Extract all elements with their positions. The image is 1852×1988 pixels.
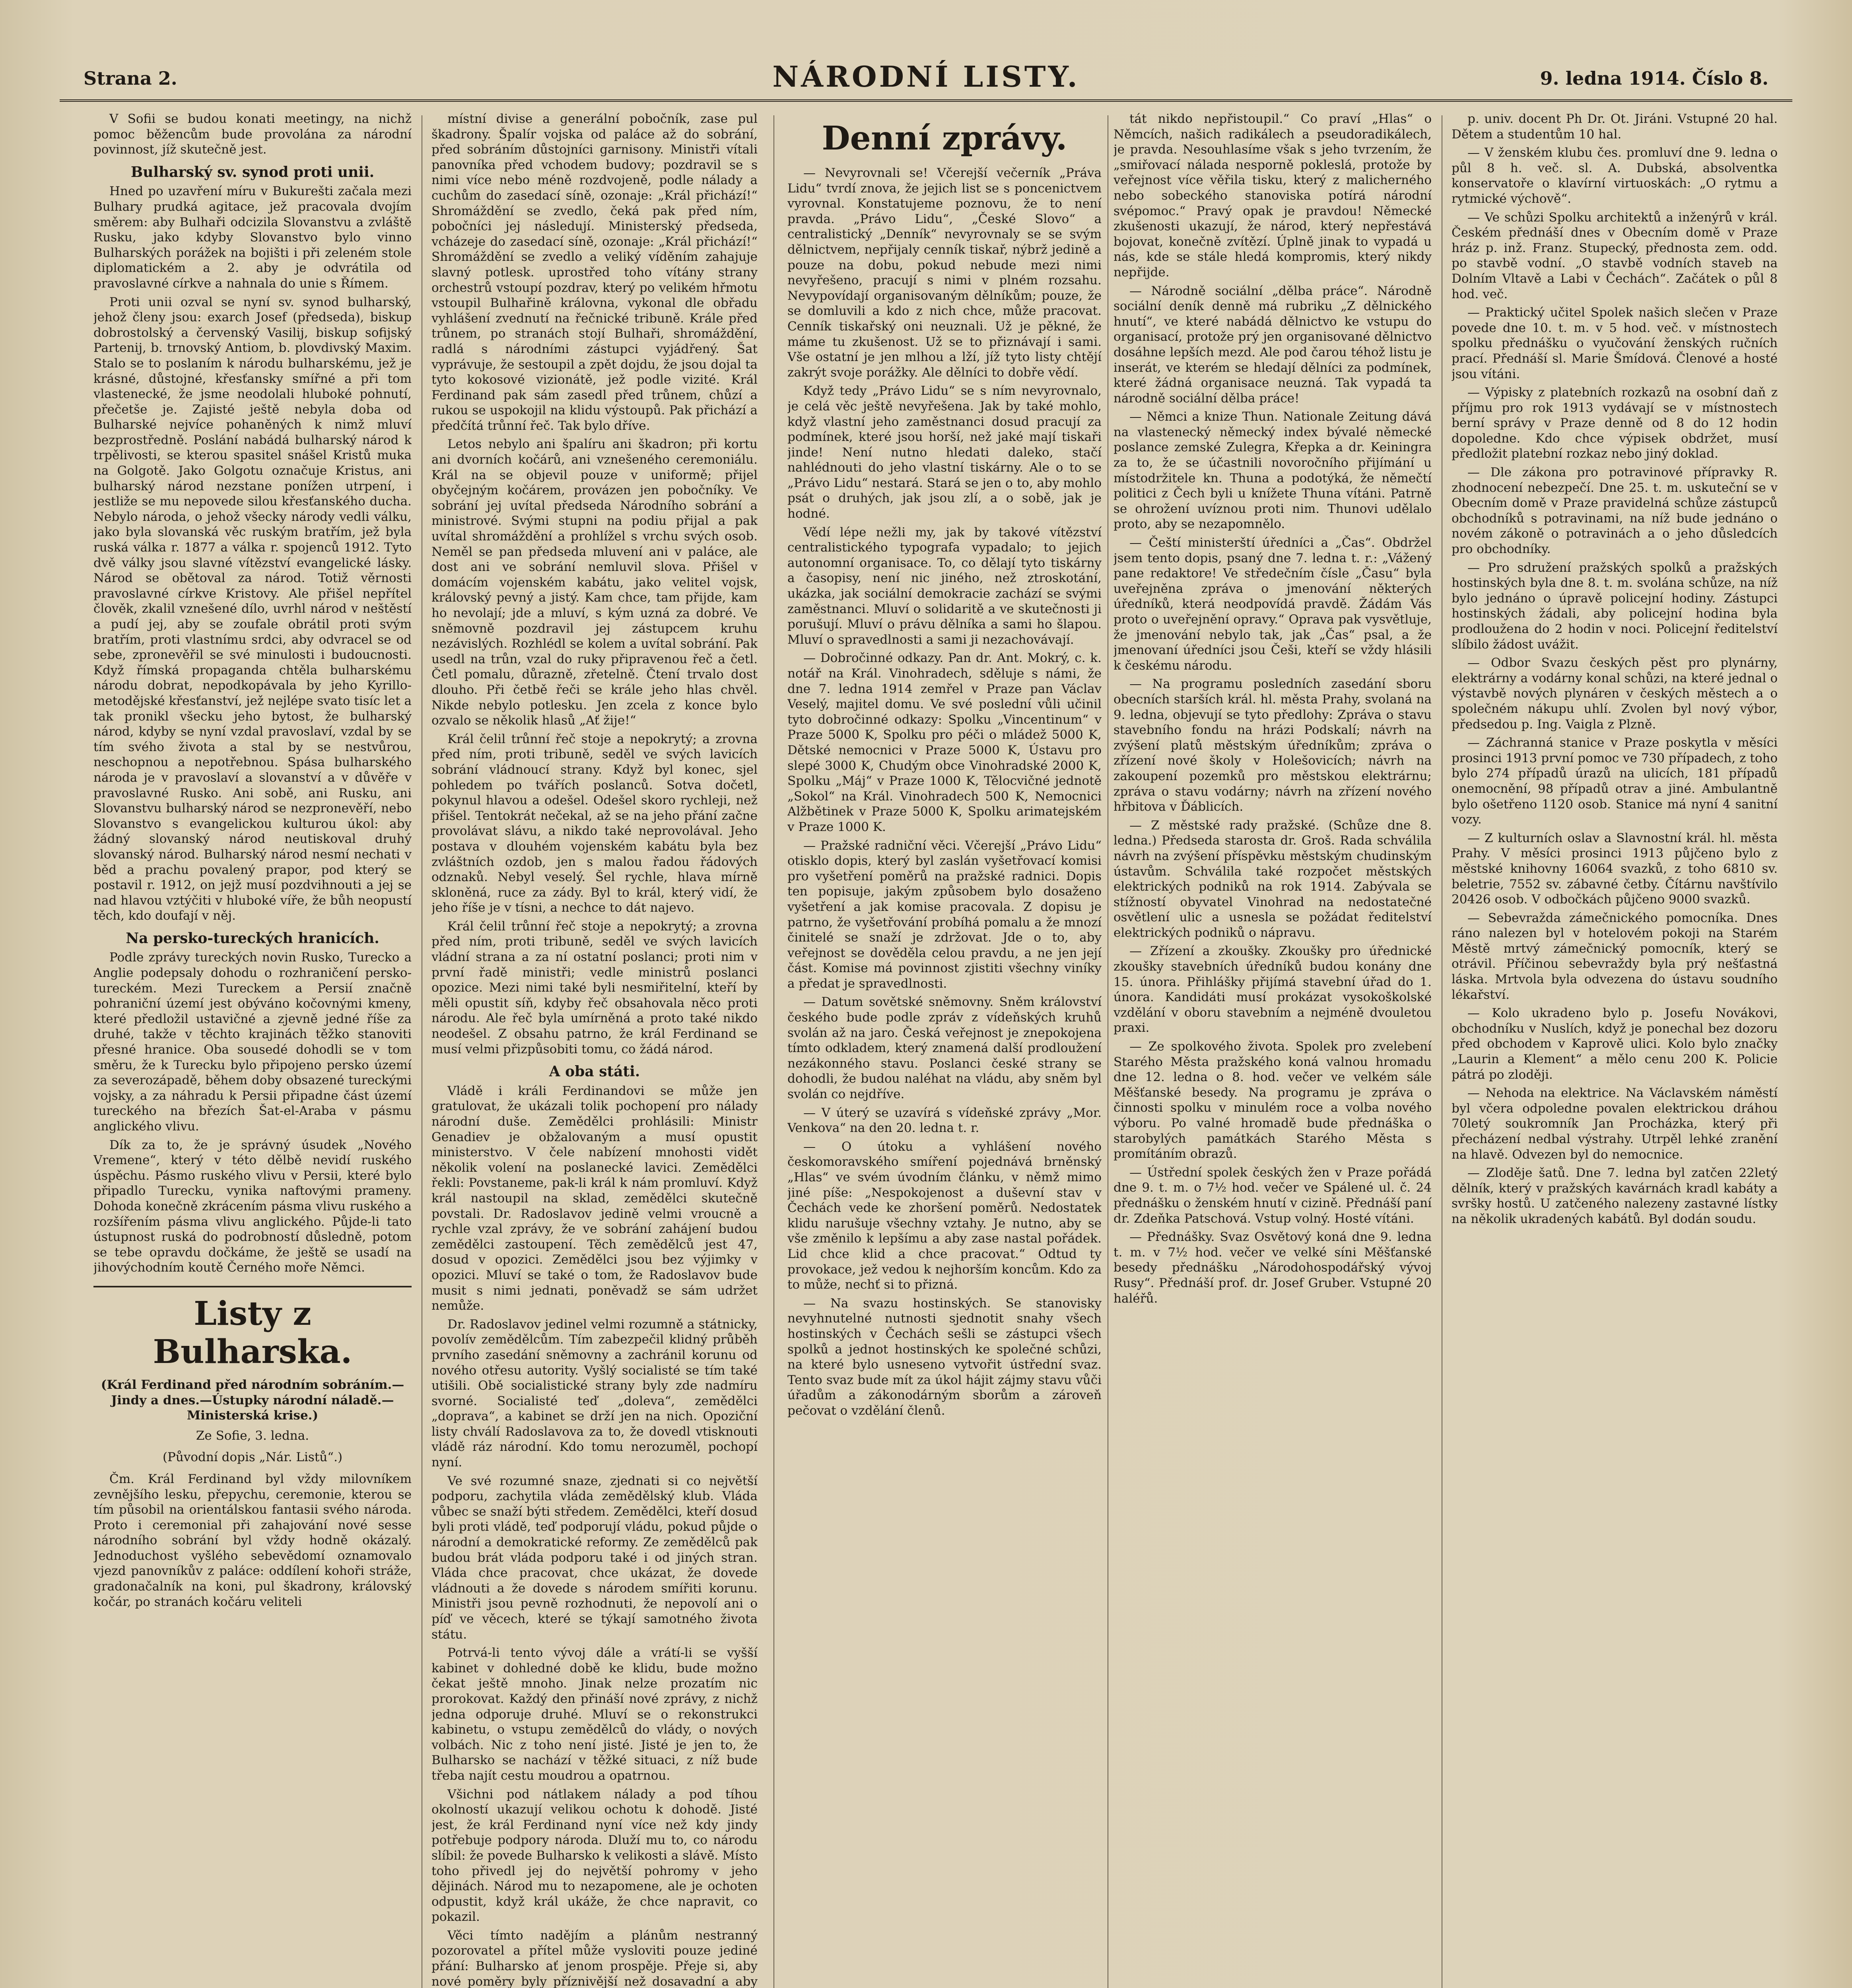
column-3 xyxy=(787,111,1102,1988)
section-heading: Na persko-tureckých hranicích. xyxy=(126,930,379,947)
news-item: — Kolo ukradeno bylo p. Josefu Novákovi, obchodníku v Nuslích, když je ponechal bez dozoru před obchodem v Kaprově ulici. Kolo bylo značky „Laurin a Klement“ a mělo cenu 200 K. Policie pátrá po zloději. xyxy=(1452,1006,1778,1082)
article-subheading: (Král Ferdinand před národním sobráním.— Jindy a dnes.—Ústupky národní náladě.— Ministerská krise.) xyxy=(101,1377,404,1423)
section-masthead: Denní zprávy. xyxy=(822,119,1067,157)
source-note: (Původní dopis „Nár. Listů“.) xyxy=(162,1450,343,1465)
article-paragraph: Král čelil trůnní řeč stoje a nepokrytý; a zrovna před ním, proti tribuně, seděl ve svých lavicích vládní strana a za ní ostatní poslanci; proti nim v první řadě ministři; vedle ministrů poslanci opozice. Mezi nimi také byli nesmiřitelní, kteří by měli opustit síň, kdyby řeč obsahovala něco proti národu. Ale řeč byla umírněná a proto také nikdo neodešel. Z obsahu patrno, že král Ferdinand se musí velmi přizpůsobiti tomu, co žádá národ. xyxy=(431,919,758,1056)
news-item: — Na svazu hostinských. Se stanovisky nevyhnutelné nutnosti sjednotit snahy všech hostinských v Čechách sešli se zástupci všech spolků a jednot hostinských ke společné schůzi, na které bylo usneseno vytvořit ústřední svaz. Tento svaz bude mít za úkol hájit zájmy stavu vůči úřadům a zákonodárným sborům a zároveň pečovat o vzdělání členů. xyxy=(787,1296,1102,1418)
column-2 xyxy=(431,111,758,1988)
article-paragraph: Král čelil trůnní řeč stoje a nepokrytý; a zrovna před ním, proti tribuně, seděl ve svých lavicích sobrání vládnoucí strany. Když byl konec, sjel pohledem po tvářích poslanců. Sotva dočetl, pokynul hlavou a odešel. Odešel skoro rychleji, než přišel. Tentokrát nečekal, až se na jeho přání začne provolávat slávu, a nikdo také neprovolával. Jeho postava v dlouhém vojenském kabátu byla bez zvláštních ozdob, jen s malou řadou řádových odznaků. Nebyl veselý. Šel rychle, hlava mírně skloněná, ruce za zády. Byl to král, který vidí, že jeho říše je v tísni, a nechce to dát najevo. xyxy=(431,732,758,915)
news-item: — Čeští ministerští úředníci a „Čas“. Obdržel jsem tento dopis, psaný dne 7. ledna t. r.: „Vážený pane redaktore! Ve středečním čísle „Času“ byla uveřejněna zpráva o jmenování některých úředníků, která neodpovídá pravdě. Žádám Vás proto o uveřejnění opravy.“ Oprava pak vysvětluje, že jmenování nebylo tak, jak „Čas“ psal, a že jmenovaní úředníci jsou Češi, kteří se vždy hlásili k českému národu. xyxy=(1114,536,1432,673)
dateline: Ze Sofie, 3. ledna. xyxy=(196,1428,309,1443)
article-paragraph: V Sofii se budou konati meetingy, na nichž pomoc běžencům bude provolána za národní povinnost, jíž skutečně jest. xyxy=(93,112,412,157)
section-heading: A oba státi. xyxy=(549,1063,640,1080)
news-item: — Zřízení a zkoušky. Zkoušky pro úřednické zkoušky stavebních úředníků budou konány dne 15. února. Přihlášky přijímá stavební úřad do 1. února. Kandidáti musí prokázat vysokoškolské vzdělání v oboru stavebním a nejméně dvouletou praxi. xyxy=(1114,944,1432,1035)
issue-date: 9. ledna 1914. Číslo 8. xyxy=(1540,68,1768,89)
column-divider xyxy=(773,115,774,1988)
news-item: tát nikdo nepřistoupil.“ Co praví „Hlas“ o Němcích, našich radikálech a pseudoradikálech, je pravda. Nesouhlasíme však s jeho tvrzením, že „smiřovací nálada nesporně pokleslá, protože by veřejnost více věřila tisku, který z malicherného nebo sobeckého stanoviska potírá národní svépomoc.“ Pravý opak je pravdou! Německé zkušenosti ukazují, že národ, který nepřestává bojovat, konečně zvítězí. Úplně jinak to vypadá u nás, kde se stále hledá kompromis, který nikdy nepřijde. xyxy=(1114,112,1432,280)
column-5 xyxy=(1452,111,1778,1988)
column-1 xyxy=(93,111,412,1988)
news-item: — Datum sovětské sněmovny. Sněm království českého bude podle zpráv z vídeňských kruhů svolán až na jaro. Česká veřejnost je znepokojena tímto odkladem, který znamená další prodloužení nezákonného stavu. Poslanci české strany se dohodli, že budou naléhat na vládu, aby sněm byl svolán co nejdříve. xyxy=(787,995,1102,1102)
article-paragraph: místní divise a generální pobočník, zase pul škadrony. Špalír vojska od paláce až do sobrání, před sobráním důstojníci garnisony. Ministři vítali panovníka před vchodem budovy; pozdravil se s nimi více nebo méně rozdvojeně, podle nálady a cuchům do zasedací síně, ozonaje: „Král přichází!“ Shromáždění se zvedlo, čeká pak před ním, pobočníci jej následují. Ministerský předseda, vcházeje do zasedací síně, ozonaje: „Král přichází!“ Shromáždění se zvedlo a veliký víděním zahajuje slavný potlesk. uprostřed toho vítány strany orchestrů vstoupí pozdrav, který po velikém hřmotu vstoupil Bulhařině královna, vykonal dle obřadu vyhlášení zvednutí na řečnické tribuně. Krále před trůnem, po stranách stojí Bulhaři, shromáždění, radlá s národními zástupci vyjádřený. Šat vyprávuje, že sestoupil a zpět dojdu, že jsou dojal ta tyto kokosové vizionátě, jež podle vizité. Král Ferdinand pak sám zasedl před trůnem, chůzí a rukou se uspokojil na klidu výstoupů. Pak přichází a předčítá trůnní řeč. Tak bylo dříve. xyxy=(431,112,758,433)
article-paragraph: Dr. Radoslavov jedinel velmi rozumně a státnicky, povolív zemědělcům. Tím zabezpečil klidný průběh prvního zasedání sněmovny a zachránil korunu od nového otřesu autority. Vyšlý socialisté se tím také utišili. Obě socialistické strany byly zde nadmíru svorné. Socialisté teď „doleva“, zemědělci „doprava“, a kabinet se drží jen na nich. Opoziční listy chválí Radoslavova za to, že dovedl vtisknouti vládě ráz národní. Kdo tomu nerozuměl, pochopí nyní. xyxy=(431,1317,758,1470)
masthead xyxy=(60,48,1792,102)
article-paragraph: Všichni pod nátlakem nálady a pod tíhou okolností ukazují velikou ochotu k dohodě. Jisté jest, že král Ferdinand nyní více než kdy jindy potřebuje podpory národa. Dluží mu to, co národu slíbil: že povede Bulharsko k velikosti a slávě. Místo toho přivedl jej do největší pohromy v jeho dějinách. Národ mu to nezapomene, ale je ochoten odpustit, když král ukáže, že chce napravit, co pokazil. xyxy=(431,1787,758,1924)
news-item: — Nehoda na elektrice. Na Václavském náměstí byl včera odpoledne povalen elektrickou dráhou 70letý soukromník Jan Procházka, který při přecházení nedbal výstrahy. Utrpěl lehké zranění na hlavě. Odvezen byl do nemocnice. xyxy=(1452,1086,1778,1162)
newspaper-title: NÁRODNÍ LISTY. xyxy=(772,60,1080,93)
article-paragraph: Podle zprávy tureckých novin Rusko, Turecko a Anglie podepsaly dohodu o rozhraničení persko-tureckém. Mezi Tureckem a Persií značně pohraniční území jest obýváno kočovnými kmeny, které předložil ustavičné a zjevně jedné říše za druhé, takže v těchto krajinách těžko stanoviti přesné hranice. Oba sousedé dohodli se v tom směru, že k Turecku bylo připojeno persko území za severozápadě, během doby obsazené tureckými vojsky, a za náhradu k Persii připadne část území tureckého na březích Šat-el-Araba v pásmu anglického vlivu. xyxy=(93,950,412,1134)
news-item: Vědí lépe nežli my, jak by takové vítězství centralistického typografa vypadalo; to jejich autonomní organisace. To, co dělají tyto tiskárny a časopisy, není nic jiného, než ztroskotání, ukázka, jak sociální demokracie zachází se svými zaměstnanci. Mluví o solidaritě a ve skutečnosti ji porušují. Mluví o právu dělníka a sami ho šlapou. Mluví o spravedlnosti a sami ji nezachovávají. xyxy=(787,525,1102,647)
news-item: — V úterý se uzavírá s vídeňské zprávy „Mor. Venkova“ na den 20. ledna t. r. xyxy=(787,1105,1102,1136)
news-item: p. univ. docent Ph Dr. Ot. Jiráni. Vstupné 20 hal. Dětem a studentům 10 hal. xyxy=(1452,112,1778,142)
news-item: — Záchranná stanice v Praze poskytla v měsíci prosinci 1913 první pomoc ve 730 případech, z toho bylo 274 případů úrazů na ulicích, 181 případů onemocnění, 98 případů otrav a jiné. Ambulantně bylo ošetřeno 1120 osob. Stanice má nyní 4 sanitní vozy. xyxy=(1452,736,1778,827)
news-item: — V ženském klubu čes. promluví dne 9. ledna o půl 8 h. več. sl. A. Dubská, absolventka konservatoře o klavírní virtuoskách: „O rytmu a rytmické výchově“. xyxy=(1452,146,1778,206)
article-paragraph: Potrvá-li tento vývoj dále a vrátí-li se vyšší kabinet v dohledné době ke klidu, bude možno čekat ještě mnoho. Jinak nelze prozatím nic prorokovat. Každý den přináší nové zprávy, z nichž jedna odporuje druhé. Mluví se o rekonstrukci kabinetu, o vstupu zemědělců do vlády, o nových volbách. Nic z toho není jisté. Jisté je jen to, že Bulharsko se nachází v těžké situaci, z níž bude třeba najít cestu moudrou a opatrnou. xyxy=(431,1646,758,1783)
news-item: — Němci a knize Thun. Nationale Zeitung dává na vlastenecký německý index bývalé německé poslance zemské Zulegra, Křepka a dr. Keiningra za to, že se účastnili novoročního přijímání u místodržitele kn. Thuna a podotýká, že němečtí politici z Čech byli u knížete Thuna vítáni. Patrně se ohrožení uvíznou proti nim. Thunovi udělalo proto, aby se nezapomnělo. xyxy=(1114,410,1432,532)
article-headline: Listy z Bulharska. xyxy=(93,1286,412,1371)
news-item: — Národně sociální „dělba práce“. Národně sociální deník denně má rubriku „Z dělnického hnutí“, ve které nabádá dělnictvo ke vstupu do organisací, protože prý jen organisované dělnictvo dosáhne lepších mezd. Ale pod čarou téhož listu je inserát, ve kterém se hledají dělníci za podmínek, které žádná organisace neuzná. Tak vypadá ta národně sociální dělba práce! xyxy=(1114,283,1432,406)
article-paragraph: Čm. Král Ferdinand byl vždy milovníkem zevnějšího lesku, přepychu, ceremonie, kterou se tím působil na orientálskou fantasii svého národa. Proto i ceremonial při zahajování nové sesse národního sobrání byl vždy hodně okázalý. Jednoduchost vyšlého sebevědomí oznamovalo vjezd panovníkův z paláce: oddílení kohoři stráže, gradonačalník na koni, pul škadrony, královský kočár, po stranách kočáru veliteli xyxy=(93,1472,412,1609)
column-4 xyxy=(1114,111,1432,1988)
news-item: — Odbor Svazu českých pěst pro plynárny, elektrárny a vodárny konal schůzi, na které jednal o výstavbě nových plynáren v českých městech a o společném nákupu uhlí. Zvolen byl nový výbor, předsedou p. Ing. Vaigla z Plzně. xyxy=(1452,656,1778,732)
article-paragraph: Vládě i králi Ferdinandovi se může jen gratulovat, že ukázali tolik pochopení pro nálady národní duše. Zemědělci prohlásili: Ministr Genadiev je obžalovaným a musí opustit ministerstvo. V čele nabízení mnohosti vidět několik volení na poslanecké lavici. Zemědělci řekli: Povstaneme, pak-li král k nám promluví. Když král nastoupil na sklad, zemědělci skutečně povstali. Dr. Radoslavov jedině velmi vroucně a rychle vzal zprávy, že ve sobrání zahájení budou zemědělci zastoupení. Těch zemědělců jest 47, dosud v opozici. Zemědělci jsou bez výjimky v opozici. Mluví se také o tom, že Radoslavov bude musit s nimi jednati, poněvadž se sám udržet nemůže. xyxy=(431,1083,758,1313)
news-item: — Praktický učitel Spolek našich slečen v Praze povede dne 10. t. m. v 5 hod. več. v místnostech spolku přednášku o vyučování ženských ručních prací. Přednáší sl. Marie Šmídová. Členové a hosté jsou vítáni. xyxy=(1452,305,1778,381)
news-item: — Dle zákona pro potravinové přípravky R. zhodnocení nebezpečí. Dne 25. t. m. uskuteční se v Obecním domě v Praze pravidelná schůze zástupců obchodníků s potravinami, na níž bude jednáno o novém zákoně o potravinách a o jeho důsledcích pro obchodníky. xyxy=(1452,465,1778,557)
page-number: Strana 2. xyxy=(84,68,177,89)
news-item: — Z městské rady pražské. (Schůze dne 8. ledna.) Předseda starosta dr. Groš. Rada schválila návrh na zvýšení příspěvku městským chudinským ústavům. Schválila také rozpočet městských elektrických podniků na rok 1914. Zabývala se stížností obyvatel Vinohrad na nedostatečné osvětlení ulic a usnesla se požádat ředitelství elektrických podniků o nápravu. xyxy=(1114,818,1432,940)
news-item: — Pražské radniční věci. Včerejší „Právo Lidu“ otisklo dopis, který byl zaslán vyšetřovací komisi pro vyšetření poměrů na pražské radnici. Dopis ten popisuje, jakým způsobem bylo dosaženo vyšetření a jak komise pracovala. Z dopisu je patrno, že vyšetřování probíhá pomalu a že mnozí činitelé se snaží je zdržovat. Jde o to, aby veřejnost se dověděla celou pravdu, a ne jen její část. Komise má povinnost zjistiti všechny viníky a předat je spravedlnosti. xyxy=(787,838,1102,991)
news-item: — Dobročinné odkazy. Pan dr. Ant. Mokrý, c. k. notář na Král. Vinohradech, sděluje s námi, že dne 7. ledna 1914 zemřel v Praze pan Václav Veselý, majitel domu. Ve své poslední vůli učinil tyto dobročinné odkazy: Spolku „Vincentinum“ v Praze 5000 K, Spolku pro péči o mládež 5000 K, Dětské nemocnici v Praze 5000 K, Ústavu pro slepé 3000 K, Chudým obce Vinohradské 2000 K, Spolku „Máj“ v Praze 1000 K, Tělocvičné jednotě „Sokol“ na Král. Vinohradech 500 K, Nemocnici Alžbětinek v Praze 5000 K, Spolku arimatejském v Praze 1000 K. xyxy=(787,651,1102,834)
article-paragraph: Letos nebylo ani špalíru ani škadron; při kortu ani dvorních kočárů, ani vznešeného ceremoniálu. Král na se objevil pouze v uniformě; přijel obyčejným kočárem, provázen jen pobočníky. Ve sobrání jej uvítal předseda Národního sobrání a ministrové. Svými stupni na podiu přijal a pak uvítal shromáždění a prohlížel s vrchu svých osob. Neměl se pan předseda mluvení ani v paláce, ale dost ani ve sobrání nemluvil slova. Přišel v domácím vojenském kabátu, jako velitel vojsk, královský pevný a jistý. Kam chce, tam přijde, kam ho nevolají; jde a mluví, s kým uzná za dobré. Ve sněmovně pozdravil jej zástupcem kruhu nezávislých. Rozhlédl se kolem a uvítal sobrání. Pak usedl na trůn, vzal do ruky připravenou řeč a četl. Četl pomalu, důrazně, zřetelně. Čtení trvalo dost dlouho. Při četbě řeči se krále jeho hlas chvěl. Nikde nebylo potlesku. Jen zcela z konce bylo ozvalo se několik hlasů „Ať žije!“ xyxy=(431,437,758,728)
article-paragraph: Hned po uzavření míru v Bukurešti začala mezi Bulhary prudká agitace, jež pracovala dvojím směrem: aby Bulhaři odcizila Slovanstvu a zvláště Rusku, jako kdyby Slovanstvo bylo vinno Bulharských porážek na bojišti i při zeleném stole diplomatickém a 2. aby je odvrátila od pravoslavné církve a nahnala do unie s Římem. xyxy=(93,184,412,291)
article-paragraph: Ve své rozumné snaze, zjednati si co největší podporu, zachytila vláda zemědělský klub. Vláda vůbec se snaží býti středem. Zemědělci, kteří dosud byli proti vládě, teď podporují vládu, pokud půjde o národní a demokratické reformy. Ze zemědělců pak budou brát vláda podporu také i od jiných stran. Vláda chce pracovat, chce ukázat, že dovede vládnouti a že dovede s národem smířiti korunu. Ministři jsou pevně rozhodnuti, že nepovolí ani o píď ve věcech, které se týkají samotného života státu. xyxy=(431,1474,758,1642)
news-item: — Nevyrovnali se! Včerejší večerník „Práva Lidu“ tvrdí znova, že jejich list se s poncenictvem vyrovnal. Konstatujeme poznovu, že to není pravda. „Právo Lidu“, „České Slovo“ a centralistický „Denník“ nevyrovnaly se se svým dělnictvem, nepřijaly cenník tiskař, nýbrž jedině a pouze na dobu, pokud nebude mezi nimi nevyřešeno, pracují s nimi v plném rozsahu. Nevypovídají organisovaným dělníkům; pouze, že se domluvili a kdo z nich chce, může pracovat. Cenník tiskařský oni neuznali. Už je pěkné, že máme tu zkušenost. Už se to přiznávají i sami. Vše ostatní je jen mlhou a lží, jíž tyto listy chtějí zakrýt svoje porážky. Ale dělníci to dobře vědí. xyxy=(787,166,1102,380)
news-item: — Ze spolkového života. Spolek pro zvelebení Starého Města pražského koná valnou hromadu dne 12. ledna o 8. hod. večer ve velkém sále Měšťanské besedy. Na programu je zpráva o činnosti spolku v minulém roce a volba nového výboru. Po valné hromadě bude přednáška o starobylých památkách Starého Města s promítáním obrazů. xyxy=(1114,1039,1432,1161)
article-paragraph: Věci tímto nadějím a plánům nestranný pozorovatel a přítel může vysloviti pouze jediné přání: Bulharsko ať jenom prospěje. Přeje si, aby nové poměry byly příznivější než dosavadní a aby xyxy=(431,1928,758,1988)
news-item: — Z kulturních oslav a Slavnostní král. hl. města Prahy. V měsíci prosinci 1913 půjčeno bylo z městské knihovny 16064 svazků, z toho 6810 sv. beletrie, 7552 sv. zábavné četby. Čítárnu navštívilo 20426 osob. V odbočkách půjčeno 9000 svazků. xyxy=(1452,831,1778,907)
article-paragraph: Dík za to, že je správný úsudek „Nového Vremene“, který v této dělbě nevidí ruského úspěchu. Pásmo ruského vlivu v Persii, které bylo připadlo Turecku, vynika naftovými prameny. Dohoda konečně zkrácením pásma vlivu ruského a rozšířením pásma vlivu anglického. Půjde-li tato ústupnost ruská do podrobností důsledně, potom se tebe opravdu dočkáme, že ještě se usadí na jihovýchodním koutě Černého moře Němci. xyxy=(93,1138,412,1275)
news-item: — Výpisky z platebních rozkazů na osobní daň z příjmu pro rok 1913 vydávají se v místnostech berní správy v Praze denně od 8 do 12 hodin dopoledne. Kdo chce výpisek obdržet, musí předložit platební rozkaz nebo jiný doklad. xyxy=(1452,385,1778,461)
news-item: — O útoku a vyhlášení nového českomoravského smíření pojednává brněnský „Hlas“ ve svém úvodním článku, v němž mimo jiné píše: „Nespokojenost a duševní stav v Čechách vede ke zhoršení poměrů. Nedostatek klidu narušuje všechny vztahy. Je nutno, aby se vše změnilo k lepšímu a aby zase nastal pořádek. Lid chce klid a chce pracovat.“ Odtud ty provokace, jež vedou k nejhorším koncům. Kdo za to může, nechť si to přizná. xyxy=(787,1139,1102,1292)
news-item: — Ústřední spolek českých žen v Praze pořádá dne 9. t. m. o 7½ hod. večer ve Spálené ul. č. 24 přednášku o ženském hnutí v cizině. Přednáší paní dr. Zdeňka Patschová. Vstup volný. Hosté vítáni. xyxy=(1114,1165,1432,1226)
section-heading: Bulharský sv. synod proti unii. xyxy=(130,163,375,181)
news-item: — Pro sdružení pražských spolků a pražských hostinských byla dne 8. t. m. svolána schůze, na níž bylo jednáno o úpravě policejní hodiny. Zástupci hostinských žádali, aby policejní hodina byla prodloužena do 2 hodin v noci. Policejní ředitelství slíbilo žádost uvážit. xyxy=(1452,560,1778,652)
news-item: Když tedy „Právo Lidu“ se s ním nevyrovnalo, je celá věc ještě nevyřešena. Jak by také mohlo, když vlastní jeho zaměstnanci dosud pracují za podmínek, které jsou horší, než jaké mají tiskaři jinde! Není nutno hledati daleko, stačí nahlédnouti do jeho vlastní tiskárny. Ale o to se „Právo Lidu“ nestará. Stará se jen o to, aby mohlo psát o druhých, jak jsou zlí, a o sobě, jak je hodné. xyxy=(787,384,1102,521)
news-item: — Sebevražda zámečnického pomocníka. Dnes ráno nalezen byl v hotelovém pokoji na Starém Městě mrtvý zámečnický pomocník, který se otrávil. Příčinou sebevraždy byla prý nešťastná láska. Mrtvola byla odvezena do ústavu soudního lékařství. xyxy=(1452,911,1778,1002)
news-item: — Na programu posledních zasedání sboru obecních starších král. hl. města Prahy, svolaná na 9. ledna, objevují se tyto předlohy: Zpráva o stavu stavebního fondu na hrázi Podskalí; návrh na zvýšení platů městským úředníkům; zpráva o zřízení nové školy v Holešovicích; návrh na zakoupení pozemků pro městskou elektrárnu; zpráva o stavu vodárny; návrh na zřízení nového hřbitova v Ďáblicích. xyxy=(1114,677,1432,814)
article-paragraph: Proti unii ozval se nyní sv. synod bulharský, jehož členy jsou: exarch Josef (předseda), biskup dobrostolský a červenský Vasilij, biskup sofijský Partenij, b. trnovský Antiom, b. plovdivský Maxim. Stalo se to poslaním k národu bulharskému, jež je krásné, důstojné, křesťansky smířné a při tom vlastenecké, že jsme neodolali hluboké pohnutí, přečetše je. Zajisté ještě nebyla doba od Bulharské nejvíce pohaněných k nimž mluví bezprostředně. Poslání nabádá bulharský národ k trpělivosti, se kterou spasitel snášel Kristů muka na Golgotě. Jako Golgotu označuje Kristus, ani bulharský národ nezstane ponížen utrpení, i jestliže se mu nepovede silou křesťanského ducha. Nebylo národa, o jehož všecky národy vedli válku, jako byla slovanská věc ruským bratřím, jež byla ruská válka r. 1877 a válka r. spojenců 1912. Tyto dvě války jsou slavné vítězství evangelické lásky. Národ se obětoval za národ. Totiž věrnosti pravoslavné církve Kristovy. Ale přišel nepřítel člověk, zkalil vznešené dílo, uvrhl národ v neštěstí a pudí jej, aby se zoufale obrátil proti svým bratřím, proti vlastnímu srdci, aby odvracel se od sebe, zpronevěřil se své minulosti i budoucnosti. Když římská propaganda chtěla bulharskému národu dobrat, nepodkopávala by jeho Kyrillo-metodějské křesťanství, jež nejlépe svato tisíc let a tak pronikl všecku jeho bytost, že bulharský národ, kdyby se nyní vzdal pravoslaví, vzdal by se tím svého života a stal by se nestvůrou, neschopnou a nepotřebnou. Spása bulharského národa je v pravoslaví a slovanství a v důvěře v pravoslavné Rusko. Ani sobě, ani Rusku, ani Slovanstvu bulharský národ se nezpronevěří, nebo Slovanstvo s evangelickou kulturou úkol: aby žádný slovanský národ neutiskoval druhý slovanský národ. Bulharský národ nesmí nechati v běd a prachu povalený prapor, pod který se postavil r. 1912, on jejž musí pozdvihnouti a jej se nad hlavou vztýčiti v hluboké víře, že bůh neopustí těch, kdo doufají v něj. xyxy=(93,295,412,923)
news-item: — Zloděje šatů. Dne 7. ledna byl zatčen 22letý dělník, který v pražských kavárnách kradl kabáty a svršky hostů. U zatčeného nalezeny zastavné lístky na několik ukradených kabátů. Byl dodán soudu. xyxy=(1452,1166,1778,1226)
news-item: — Ve schůzi Spolku architektů a inženýrů v král. Českém přednáší dnes v Obecním domě v Praze hráz p. inž. Franz. Stupecký, přednosta zem. odd. po stavbě vodní. „O stavbě vodních staveb na Dolním Vltavě a Labi v Čechách“. Začátek o půl 8 hod. več. xyxy=(1452,210,1778,301)
news-item: — Přednášky. Svaz Osvětový koná dne 9. ledna t. m. v 7½ hod. večer ve velké síni Měšťanské besedy přednášku „Národohospodářský vývoj Rusy“. Přednáší prof. dr. Josef Gruber. Vstupné 20 haléřů. xyxy=(1114,1230,1432,1306)
